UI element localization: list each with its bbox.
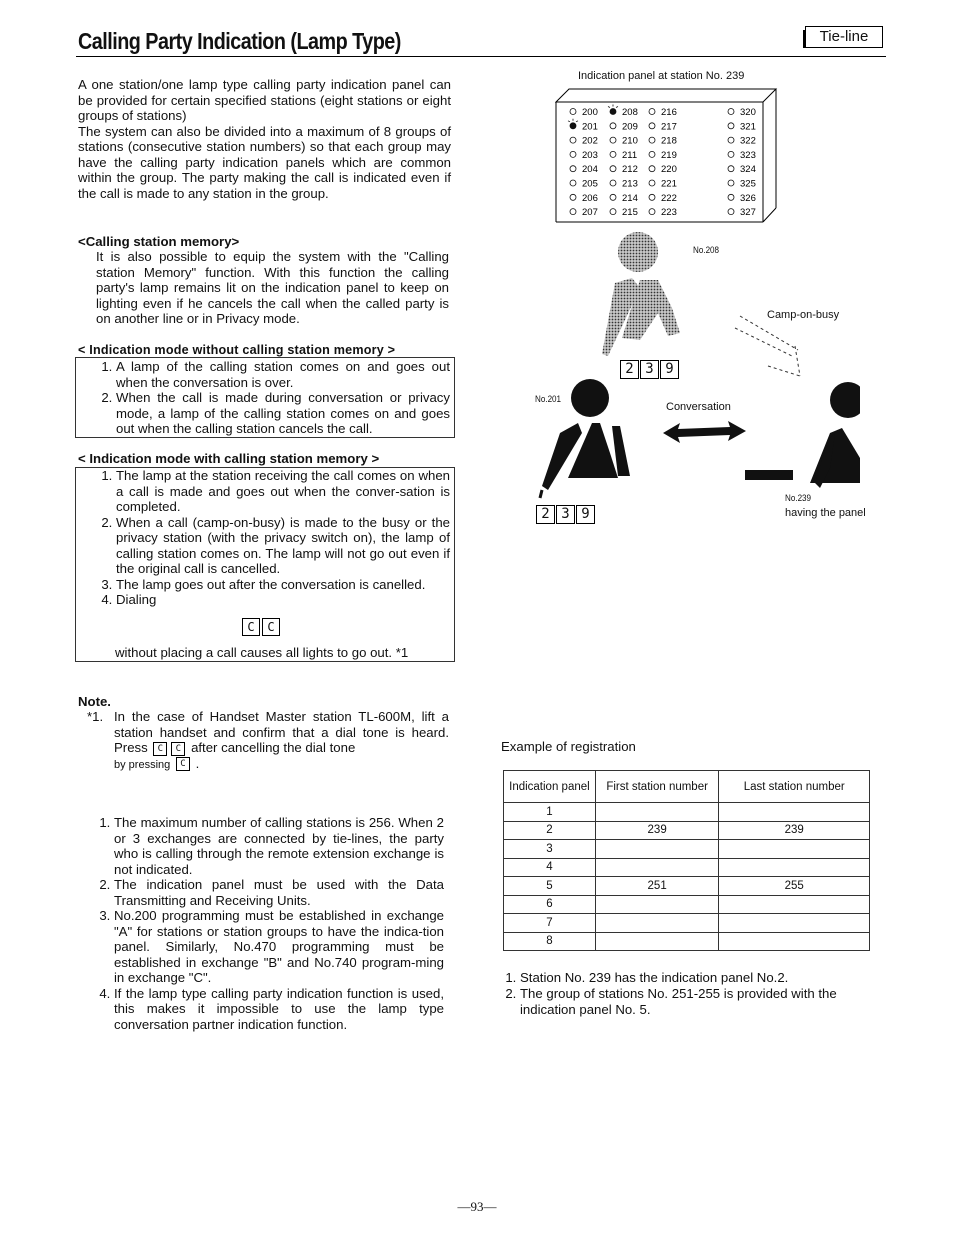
lamp-icon [728, 180, 734, 186]
note-heading: Note. [78, 694, 111, 709]
lamp-icon [570, 109, 576, 115]
dial-display-lower [536, 505, 596, 524]
table-row [504, 914, 870, 933]
c-key-icon: C [153, 742, 167, 756]
table-cell [719, 858, 870, 877]
panel-station-number: 202 [582, 135, 598, 147]
table-row [504, 932, 870, 951]
panel-station-number: 215 [622, 207, 638, 219]
mode-without-list [76, 359, 454, 437]
digit-key: 2 [536, 505, 555, 524]
clear-keys [241, 618, 281, 636]
list-item: 2. When the call is made during conversation or privacy mode, a lamp of the calling station comes on and goes out when the calling station cancels the call. [116, 390, 454, 437]
digit-key: 2 [620, 360, 639, 379]
table-cell: 1 [504, 803, 596, 822]
lamp-icon [610, 180, 616, 186]
lamp-icon [649, 166, 655, 172]
table-cell [595, 895, 719, 914]
table-cell: 8 [504, 932, 596, 951]
table-cell: 3 [504, 840, 596, 859]
panel-station-number: 210 [622, 135, 638, 147]
panel-station-number: 220 [661, 164, 677, 176]
lamp-icon [610, 194, 616, 200]
list-item: 2. When a call (camp-on-busy) is made to the busy or the privacy station (with the privacy switch on), the lamp of calling station comes on. The lamp will not go out even if the original call is cancelled. [116, 515, 454, 577]
table-row [504, 821, 870, 840]
panel-station-number: 325 [740, 178, 756, 190]
panel-station-number: 206 [582, 192, 598, 204]
lamp-icon [649, 123, 655, 129]
header-rule [76, 56, 886, 57]
lamp-icon [728, 151, 734, 157]
lamp-icon [570, 151, 576, 157]
panel-station-number: 216 [661, 107, 677, 118]
memory-heading: <Calling station memory> [78, 234, 240, 249]
table-cell: 4 [504, 858, 596, 877]
note-text [114, 709, 449, 773]
table-cell [595, 840, 719, 859]
panel-station-number: 221 [661, 178, 677, 190]
lamp-icon [649, 180, 655, 186]
panel-station-number: 326 [740, 192, 756, 204]
panel-station-number: 211 [622, 149, 638, 161]
registration-table [503, 770, 870, 951]
label-conversation: Conversation [666, 401, 731, 413]
c-key-icon: C [262, 618, 280, 636]
note-marker: *1. [87, 709, 104, 724]
mode-with-heading: < Indication mode with calling station memory > [78, 451, 380, 466]
person-208-icon [602, 232, 680, 356]
list-item: 3. No.200 programming must be established in exchange "A" for stations or station groups to have the indica-tion panel. Similarly, No.470 programming must be established in exchange "B" and No.740 program-ming in exchange "C". [114, 908, 448, 986]
table-cell: 5 [504, 877, 596, 896]
table-cell: 239 [595, 821, 719, 840]
table-cell: 255 [719, 877, 870, 896]
lamp-lit-icon [610, 109, 616, 115]
panel-station-number: 219 [661, 149, 677, 161]
lamp-icon [610, 123, 616, 129]
panel-station-number: 320 [740, 107, 756, 118]
indication-panel [555, 88, 780, 228]
panel-station-number: 200 [582, 107, 598, 118]
lamp-icon [649, 151, 655, 157]
camp-on-busy-arrow-icon [735, 316, 800, 376]
list-item: 4. Dialing [116, 592, 454, 608]
table-cell [595, 914, 719, 933]
panel-caption: Indication panel at station No. 239 [578, 70, 745, 82]
panel-station-number: 327 [740, 207, 756, 219]
list-item: 1. The maximum number of calling stations is 256. When 2 or 3 exchanges are connected by tie-lines, the party who is calling through the remote extension exchange is not indicated. [114, 815, 448, 877]
lamp-icon [649, 194, 655, 200]
note-line-1: In the case of Handset Master station TL-600M, lift a station handset and confirm that a dial tone is heard. Press [114, 709, 449, 755]
table-row [504, 803, 870, 822]
notes-list [78, 815, 448, 1032]
panel-station-number: 207 [582, 207, 598, 219]
label-having-panel: having the panel [785, 507, 866, 519]
mode-without-heading: < Indication mode without calling station memory > [78, 343, 396, 357]
panel-station-number: 208 [622, 107, 638, 118]
panel-station-number: 218 [661, 135, 677, 147]
notes-list-wrap [78, 815, 448, 1032]
panel-station-number: 223 [661, 207, 677, 219]
list-item: 1. The lamp at the station receiving the call comes on when a call is made and goes out when the conver-sation is completed. [116, 468, 454, 515]
panel-station-number: 222 [661, 192, 677, 204]
panel-station-number: 324 [740, 164, 756, 176]
lamp-icon [610, 166, 616, 172]
panel-station-number: 201 [582, 121, 598, 133]
panel-station-number: 323 [740, 149, 756, 161]
table-row [504, 840, 870, 859]
lamp-icon [728, 209, 734, 215]
note-end: . [195, 755, 200, 771]
dial-display-upper [620, 360, 680, 379]
intro-paragraph-1: A one station/one lamp type calling party indication panel can be provided for certain specified stations (eight stations or eight groups of stations) [78, 77, 451, 123]
list-item: 3. The lamp goes out after the conversation is canelled. [116, 577, 454, 593]
digit-key: 9 [660, 360, 679, 379]
page-number: —93— [457, 1199, 497, 1214]
table-cell: 239 [719, 821, 870, 840]
stations-illustration [530, 228, 860, 508]
table-header-row [504, 771, 870, 803]
header-cell: Indication panel [504, 771, 596, 803]
table-row [504, 895, 870, 914]
table-cell: 7 [504, 914, 596, 933]
lamp-icon [610, 137, 616, 143]
lamp-icon [649, 209, 655, 215]
mode-with-box [75, 467, 455, 662]
memory-text: It is also possible to equip the system with the "Calling station Memory" function. With this function the calling party's lamp remains lit on the indication panel to keep on lighting even if he cancels the call when the called party is on another line or in Privacy mode. [96, 249, 449, 326]
lamp-icon [570, 209, 576, 215]
list-item: 1. A lamp of the calling station comes on and goes out when the conversation is over. [116, 359, 454, 390]
label-201: No.201 [535, 394, 562, 405]
lamp-icon [570, 137, 576, 143]
registration-caption: Example of registration [501, 739, 636, 754]
table-cell [719, 895, 870, 914]
table-cell [719, 914, 870, 933]
table-cell: 2 [504, 821, 596, 840]
digit-key: 9 [576, 505, 595, 524]
table-row [504, 858, 870, 877]
mode-without-box [75, 357, 455, 438]
intro-paragraph-2: The system can also be divided into a maximum of 8 groups of stations (consecutive station numbers) so that each group may have the calling party indication panels which are common within the group. The party making the call is indicated even if the call is made to any station in the group. [78, 123, 451, 201]
lamp-rays-icon [608, 105, 618, 108]
panel-station-number: 321 [740, 121, 756, 133]
table-cell [595, 803, 719, 822]
table-cell [719, 932, 870, 951]
lamp-icon [728, 109, 734, 115]
mode-with-list [76, 468, 454, 608]
label-208: No.208 [693, 245, 720, 256]
dial-trailer: without placing a call causes all lights to go out. *1 [115, 645, 409, 660]
lamp-icon [728, 123, 734, 129]
note-line-2: after cancelling the dial tone [191, 740, 356, 755]
panel-station-number: 217 [661, 121, 677, 133]
lamp-icon [728, 137, 734, 143]
lamp-icon [570, 194, 576, 200]
list-item: 4. If the lamp type calling party indication function is used, this makes it impossible to use the lamp type conversation partner indication function. [114, 986, 448, 1033]
c-key-icon: C [242, 618, 260, 636]
lamp-icon [649, 137, 655, 143]
panel-station-number: 213 [622, 178, 638, 190]
digit-key: 3 [556, 505, 575, 524]
lamp-icon [570, 180, 576, 186]
panel-station-number: 209 [622, 121, 638, 133]
section-tag: Tie-line [805, 26, 883, 48]
table-cell [595, 858, 719, 877]
lamp-rays-icon [568, 119, 578, 122]
list-item: 1. Station No. 239 has the indication panel No.2. [520, 970, 881, 986]
c-key-icon: C [171, 742, 185, 756]
label-239: No.239 [785, 493, 812, 504]
table-cell: 6 [504, 895, 596, 914]
table-cell [595, 932, 719, 951]
page-title: Calling Party Indication (Lamp Type) [78, 28, 401, 54]
lamp-lit-icon [570, 123, 576, 129]
panel-station-number: 322 [740, 135, 756, 147]
list-item: 2. The indication panel must be used with the Data Transmitting and Receiving Units. [114, 877, 448, 908]
lamp-icon [570, 166, 576, 172]
table-cell: 251 [595, 877, 719, 896]
registration-body [504, 803, 870, 951]
lamp-icon [728, 194, 734, 200]
panel-station-number: 204 [582, 164, 598, 176]
table-cell [719, 840, 870, 859]
table-cell [719, 803, 870, 822]
note-line-3: by pressing [114, 758, 171, 771]
lamp-icon [649, 109, 655, 115]
panel-station-number: 205 [582, 178, 598, 190]
lamp-icon [610, 151, 616, 157]
list-item: 2. The group of stations No. 251-255 is provided with the indication panel No. 5. [520, 986, 881, 1018]
panel-lamps [568, 105, 756, 219]
header-cell: Last station number [719, 771, 870, 803]
panel-station-number: 214 [622, 192, 638, 204]
lamp-icon [728, 166, 734, 172]
table-row [504, 877, 870, 896]
panel-station-number: 212 [622, 164, 638, 176]
registration-notes [501, 970, 881, 1018]
person-239-icon [745, 382, 860, 488]
conversation-arrow-icon [663, 421, 746, 443]
header-cell: First station number [595, 771, 719, 803]
c-key-icon: C [176, 757, 190, 771]
panel-station-number: 203 [582, 149, 598, 161]
intro-text [78, 77, 451, 201]
digit-key: 3 [640, 360, 659, 379]
lamp-icon [610, 209, 616, 215]
label-camp-on-busy: Camp-on-busy [767, 309, 840, 321]
